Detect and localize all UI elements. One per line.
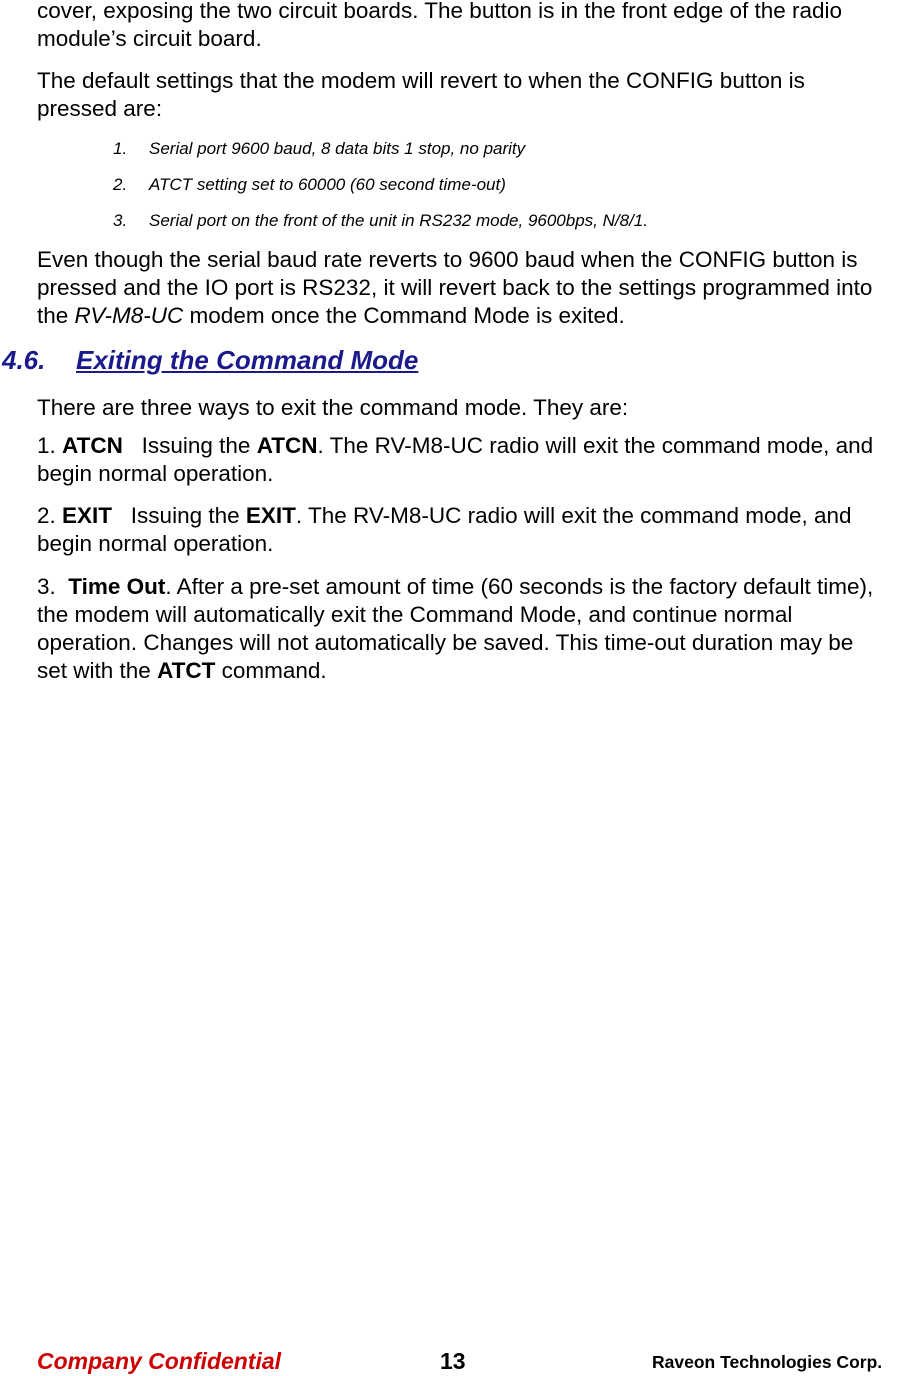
method-key: Time Out <box>68 574 166 599</box>
list-item <box>113 210 813 232</box>
list-number: 1. <box>113 139 128 158</box>
method-item <box>37 573 889 685</box>
section-heading <box>2 344 418 376</box>
note-paragraph <box>37 246 889 330</box>
note-text-start: Even though the serial baud rate reverts to 9600 baud when the CONFIG button is pressed and the IO port is RS232, it will revert back to the settings programmed into the <box>37 247 873 328</box>
footer-confidential: Company Confidential <box>37 1348 282 1374</box>
method-text: Issuing the <box>112 503 246 528</box>
intro-paragraph-2: The default settings that the modem will revert to when the CONFIG button is pressed are: <box>37 68 805 121</box>
intro-paragraph-1: cover, exposing the two circuit boards. The button is in the front edge of the radio module’s circuit board. <box>37 0 843 51</box>
method-number: 3. <box>37 574 69 599</box>
method-number: 2. <box>37 503 63 528</box>
method-item <box>37 432 889 488</box>
list-item <box>113 138 813 160</box>
list-number: 2. <box>113 175 128 194</box>
list-number: 3. <box>113 211 128 230</box>
method-text: . After a pre-set amount of time (60 seconds is the factory default time), the modem will automatically exit the Command Mode, and continue normal operation. Changes will not automatically be saved. This time-out duration may be set with the <box>37 574 874 683</box>
method-command: EXIT <box>245 503 296 528</box>
footer-company: Raveon Technologies Corp. <box>652 1352 883 1372</box>
list-text: Serial port on the front of the unit in RS232 mode, 9600bps, N/8/1. <box>149 211 648 230</box>
method-description: command. <box>215 658 327 683</box>
method-key: ATCN <box>62 433 123 458</box>
list-item <box>113 174 813 196</box>
method-description: . The RV-M8-UC radio will exit the command mode, and begin normal operation. <box>37 503 852 556</box>
section-intro: There are three ways to exit the command mode. They are: <box>37 395 629 420</box>
page-number: 13 <box>440 1348 466 1374</box>
section-number: 4.6. <box>2 345 46 375</box>
model-name: RV-M8-UC <box>74 303 184 328</box>
section-title: Exiting the Command Mode <box>76 345 419 375</box>
method-key: EXIT <box>62 503 113 528</box>
list-text: Serial port 9600 baud, 8 data bits 1 stop, no parity <box>149 139 526 158</box>
method-command: ATCT <box>157 658 216 683</box>
method-text: Issuing the <box>122 433 257 458</box>
method-item <box>37 502 889 558</box>
method-number: 1. <box>37 433 63 458</box>
method-description: . The RV-M8-UC radio will exit the command mode, and begin normal operation. <box>37 433 874 486</box>
list-text: ATCT setting set to 60000 (60 second time-out) <box>149 175 506 194</box>
note-text-end: modem once the Command Mode is exited. <box>183 303 625 328</box>
method-command: ATCN <box>256 433 318 458</box>
